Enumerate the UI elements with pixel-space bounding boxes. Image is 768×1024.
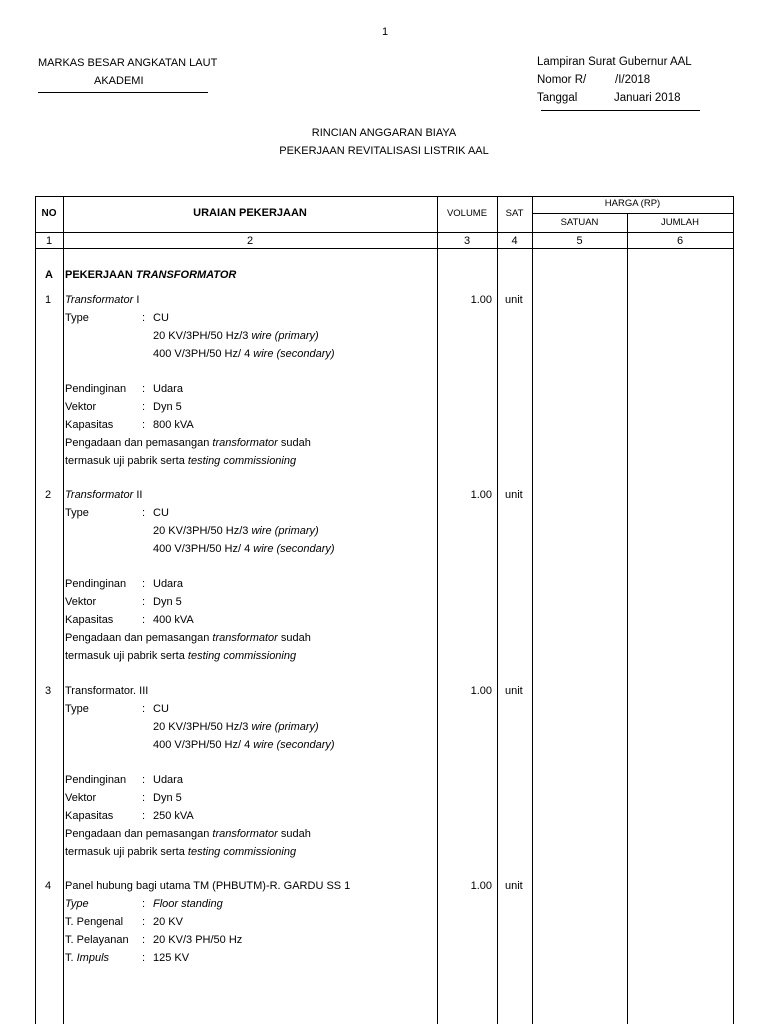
item-2-primary-plain: 20 KV/3PH/50 Hz/3 [153, 525, 252, 537]
attachment-label: Lampiran Surat Gubernur AAL [537, 56, 692, 68]
header-bottom-border [35, 232, 734, 233]
item-4-name: Panel hubung bagi utama TM (PHBUTM)-R. GARDU SS 1 [65, 880, 351, 892]
item-3-secondary [153, 739, 335, 751]
item-2-desc1-b: transformator [212, 632, 278, 644]
item-4-impuls-colon: : [142, 952, 146, 964]
col-border-left [35, 196, 36, 1024]
item-2-type-colon: : [142, 507, 146, 519]
item-4-impuls-label [65, 952, 109, 964]
header-uraian: URAIAN PEKERJAAN [193, 207, 307, 219]
item-2-kapasitas-label: Kapasitas [65, 614, 114, 626]
item-1-pendinginan-label: Pendinginan [65, 383, 127, 395]
item-3-type-colon: : [142, 703, 146, 715]
item-1-desc-line1 [65, 437, 311, 449]
item-3-kapasitas-value: 250 kVA [153, 810, 194, 822]
colnum-6: 6 [676, 235, 684, 247]
item-2-desc1-a: Pengadaan dan pemasangan [65, 632, 213, 644]
item-3-desc-line1 [65, 828, 311, 840]
item-4-pengenal-colon: : [142, 916, 146, 928]
item-1-kapasitas-label: Kapasitas [65, 419, 114, 431]
item-3-no: 3 [45, 685, 52, 697]
item-2-type-value: CU [153, 507, 169, 519]
item-1-primary-plain: 20 KV/3PH/50 Hz/3 [153, 330, 252, 342]
item-1-vektor-label: Vektor [65, 401, 97, 413]
col-border-volume [497, 196, 498, 1024]
item-2-pendinginan-label: Pendinginan [65, 578, 127, 590]
item-4-pengenal-value: 20 KV [153, 916, 183, 928]
item-1-desc1-a: Pengadaan dan pemasangan [65, 437, 213, 449]
item-3-name [65, 685, 148, 697]
item-2-vektor-label: Vektor [65, 596, 97, 608]
item-2-name-plain: II [133, 489, 143, 501]
item-2-vektor-value: Dyn 5 [153, 596, 182, 608]
item-1-name-plain: I [133, 294, 140, 306]
item-1-primary-italic: wire (primary) [251, 330, 319, 342]
item-1-type-label: Type [65, 312, 89, 324]
item-4-type-label: Type [65, 898, 89, 910]
item-3-kapasitas-label: Kapasitas [65, 810, 114, 822]
col-border-right [733, 196, 734, 1024]
colnum-1: 1 [45, 235, 53, 247]
colnum-2: 2 [246, 235, 254, 247]
item-2-volume: 1.00 [470, 489, 492, 501]
item-1-name [65, 294, 139, 306]
col-border-no [63, 196, 64, 1024]
item-1-kapasitas-value: 800 kVA [153, 419, 194, 431]
table-top-border [35, 196, 734, 197]
item-1-secondary [153, 348, 335, 360]
item-1-desc2-a: termasuk uji pabrik serta [65, 455, 188, 467]
item-3-sat: unit [505, 685, 523, 697]
item-2-secondary [153, 543, 335, 555]
col-border-uraian [437, 196, 438, 1024]
item-3-vektor-colon: : [142, 792, 146, 804]
colnum-bottom-border [35, 248, 734, 249]
item-1-volume: 1.00 [470, 294, 492, 306]
item-4-impuls-value: 125 KV [153, 952, 190, 964]
header-right-underline [541, 110, 700, 111]
item-1-name-italic: Transformator [65, 294, 134, 306]
document-title: RINCIAN ANGGARAN BIAYA [311, 127, 457, 139]
item-4-pengenal-label: T. Pengenal [65, 916, 124, 928]
item-3-type-label: Type [65, 703, 89, 715]
item-2-vektor-colon: : [142, 596, 146, 608]
item-1-secondary-italic: wire (secondary) [253, 348, 335, 360]
item-3-pendinginan-value: Udara [153, 774, 183, 786]
item-3-desc2-a: termasuk uji pabrik serta [65, 846, 188, 858]
item-3-type-value: CU [153, 703, 169, 715]
item-3-name-plain: Transformator. III [65, 685, 149, 697]
item-1-no: 1 [45, 294, 52, 306]
item-2-kapasitas-value: 400 kVA [153, 614, 194, 626]
item-2-desc-line2 [65, 650, 296, 662]
item-2-primary-italic: wire (primary) [251, 525, 319, 537]
item-4-type-value: Floor standing [153, 898, 223, 910]
item-4-pelayanan-colon: : [142, 934, 146, 946]
item-2-name-italic: Transformator [65, 489, 134, 501]
item-3-secondary-italic: wire (secondary) [253, 739, 335, 751]
colnum-4: 4 [511, 235, 518, 247]
col-border-sat [532, 196, 533, 1024]
item-1-sat: unit [505, 294, 523, 306]
item-4-type-colon: : [142, 898, 146, 910]
item-4-pelayanan-label: T. Pelayanan [65, 934, 129, 946]
nomor-label: Nomor R/ [537, 74, 587, 86]
item-3-desc1-c: sudah [277, 828, 311, 840]
item-1-desc1-c: sudah [277, 437, 311, 449]
col-border-satuan [627, 213, 628, 1024]
item-1-desc-line2 [65, 455, 296, 467]
item-2-desc-line1 [65, 632, 311, 644]
item-3-vektor-label: Vektor [65, 792, 97, 804]
item-1-vektor-colon: : [142, 401, 146, 413]
nomor-value: /I/2018 [615, 74, 651, 86]
item-4-no: 4 [45, 880, 52, 892]
colnum-5: 5 [576, 235, 583, 247]
tanggal-value: Januari 2018 [614, 92, 681, 104]
item-1-desc1-b: transformator [212, 437, 278, 449]
item-2-desc2-b: testing commissioning [187, 650, 297, 662]
item-1-primary [153, 330, 319, 342]
header-harga: HARGA (RP) [604, 198, 661, 209]
header-left-underline [38, 92, 208, 93]
item-2-secondary-italic: wire (secondary) [253, 543, 335, 555]
item-3-desc2-b: testing commissioning [187, 846, 297, 858]
item-3-desc1-b: transformator [212, 828, 278, 840]
page-number: 1 [382, 26, 389, 38]
item-2-name [65, 489, 142, 501]
section-title [65, 269, 236, 281]
section-letter: A [45, 269, 53, 281]
header-institution: MARKAS BESAR ANGKATAN LAUT [38, 57, 218, 69]
item-2-no: 2 [45, 489, 52, 501]
item-2-sat: unit [505, 489, 523, 501]
header-satuan: SATUAN [560, 217, 599, 228]
item-2-kapasitas-colon: : [142, 614, 146, 626]
harga-divider [532, 213, 734, 214]
item-4-sat: unit [505, 880, 523, 892]
header-no: NO [41, 208, 57, 219]
item-3-pendinginan-colon: : [142, 774, 146, 786]
item-4-impuls-label-italic: Impuls [76, 952, 110, 964]
item-2-desc2-a: termasuk uji pabrik serta [65, 650, 188, 662]
item-2-desc1-c: sudah [277, 632, 311, 644]
item-3-desc1-a: Pengadaan dan pemasangan [65, 828, 213, 840]
item-4-pelayanan-value: 20 KV/3 PH/50 Hz [153, 934, 243, 946]
header-jumlah: JUMLAH [660, 217, 699, 228]
item-3-pendinginan-label: Pendinginan [65, 774, 127, 786]
item-3-vektor-value: Dyn 5 [153, 792, 182, 804]
tanggal-label: Tanggal [537, 92, 578, 104]
item-1-pendinginan-value: Udara [153, 383, 183, 395]
item-1-secondary-plain: 400 V/3PH/50 Hz/ 4 [153, 348, 254, 360]
item-2-type-label: Type [65, 507, 89, 519]
document-subtitle: PEKERJAAN REVITALISASI LISTRIK AAL [279, 145, 489, 157]
item-3-desc-line2 [65, 846, 296, 858]
colnum-3: 3 [463, 235, 471, 247]
item-2-pendinginan-colon: : [142, 578, 146, 590]
item-1-vektor-value: Dyn 5 [153, 401, 182, 413]
section-title-italic: TRANSFORMATOR [135, 269, 237, 281]
header-academy: AKADEMI [94, 75, 144, 87]
item-2-secondary-plain: 400 V/3PH/50 Hz/ 4 [153, 543, 254, 555]
item-4-impuls-label-plain: T. [65, 952, 77, 964]
item-1-pendinginan-colon: : [142, 383, 146, 395]
item-3-kapasitas-colon: : [142, 810, 146, 822]
item-3-primary [153, 721, 319, 733]
item-2-primary [153, 525, 319, 537]
item-3-secondary-plain: 400 V/3PH/50 Hz/ 4 [153, 739, 254, 751]
item-3-primary-plain: 20 KV/3PH/50 Hz/3 [153, 721, 252, 733]
item-3-primary-italic: wire (primary) [251, 721, 319, 733]
item-1-kapasitas-colon: : [142, 419, 146, 431]
section-title-plain: PEKERJAAN [65, 269, 136, 281]
item-1-desc2-b: testing commissioning [187, 455, 297, 467]
item-1-type-colon: : [142, 312, 146, 324]
item-4-volume: 1.00 [470, 880, 492, 892]
item-2-pendinginan-value: Udara [153, 578, 183, 590]
item-3-volume: 1.00 [470, 685, 492, 697]
header-sat: SAT [505, 208, 524, 219]
header-volume: VOLUME [446, 208, 488, 219]
item-1-type-value: CU [153, 312, 169, 324]
